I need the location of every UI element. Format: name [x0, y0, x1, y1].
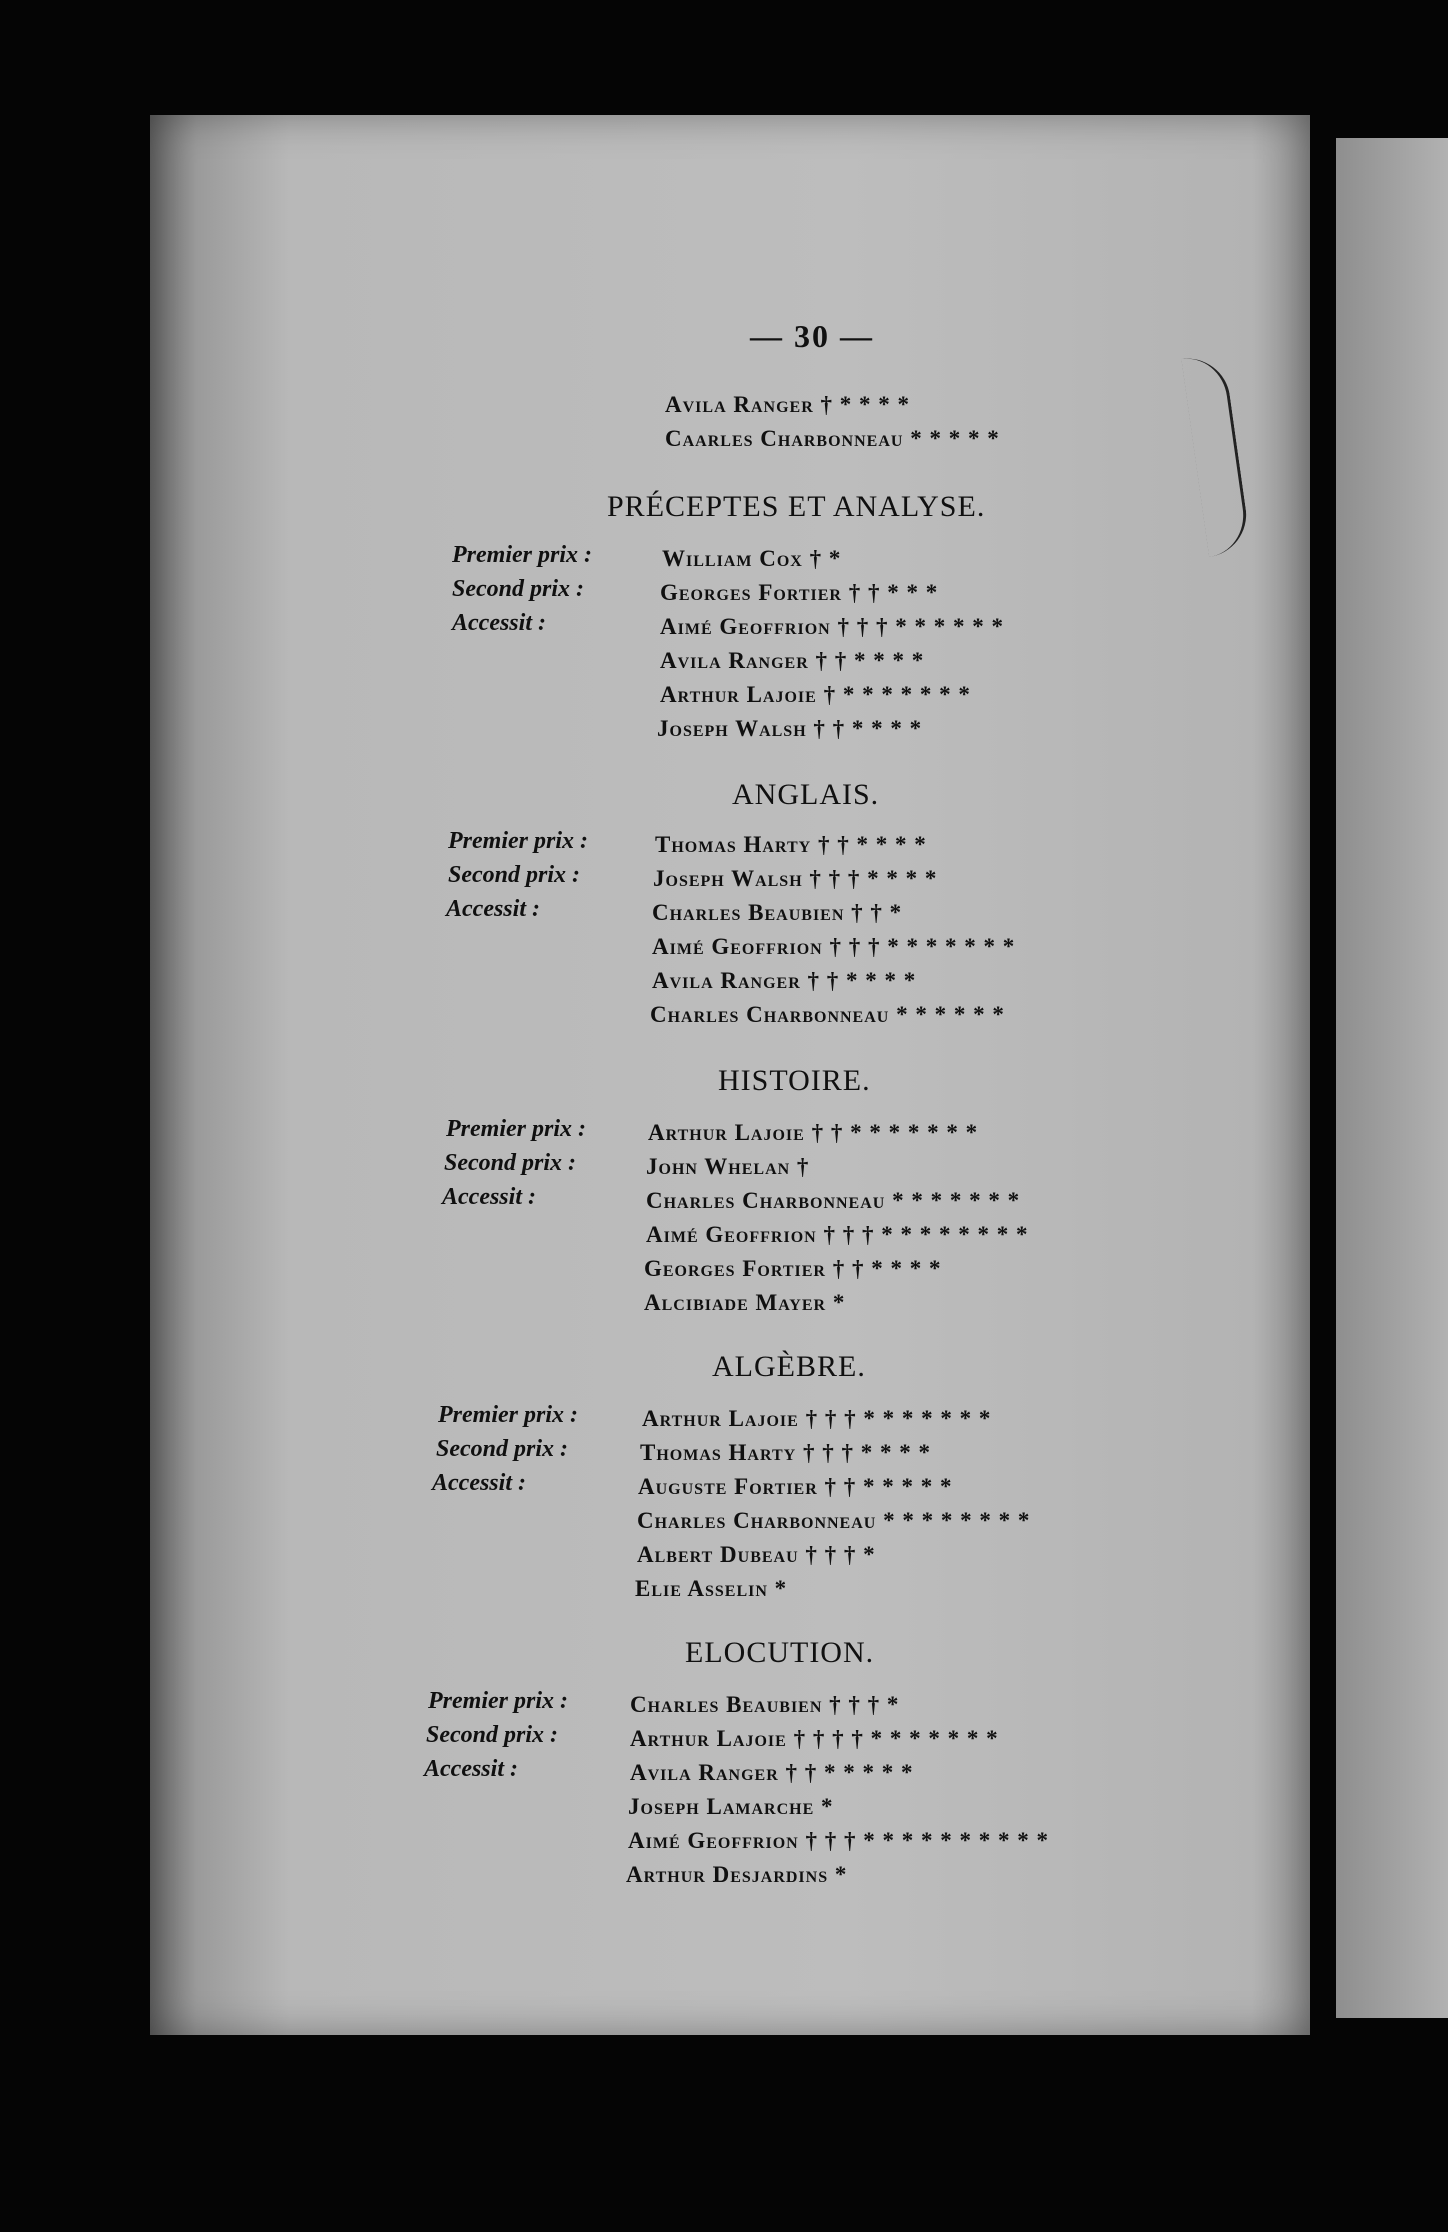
prize-entry: Alcibiade Mayer *	[644, 1290, 846, 1315]
prize-entry: Aimé Geoffrion † † † * * * * * * * * * *	[628, 1828, 1049, 1853]
prize-entry: Aimé Geoffrion † † † * * * * * *	[660, 614, 1004, 639]
prize-entry: Charles Charbonneau * * * * * *	[650, 1002, 1005, 1027]
section-heading: ALGÈBRE.	[712, 1350, 866, 1383]
prize-label: Accessit :	[432, 1470, 526, 1496]
prize-label: Premier prix :	[452, 542, 592, 568]
prize-entry: John Whelan †	[646, 1154, 810, 1179]
prize-label: Accessit :	[424, 1756, 518, 1782]
prize-entry: William Cox † *	[662, 546, 842, 571]
prize-entry: Charles Beaubien † † † *	[630, 1692, 900, 1717]
prize-label: Premier prix :	[428, 1688, 568, 1714]
prize-label: Second prix :	[436, 1436, 568, 1462]
prize-entry: Avila Ranger † † * * * *	[660, 648, 925, 673]
section-heading: ELOCUTION.	[685, 1636, 875, 1669]
section-heading: PRÉCEPTES ET ANALYSE.	[607, 490, 986, 523]
section-heading: HISTOIRE.	[718, 1064, 871, 1097]
prize-label: Second prix :	[452, 576, 584, 602]
prize-entry: Elie Asselin *	[635, 1576, 788, 1601]
prize-label: Accessit :	[442, 1184, 536, 1210]
prize-entry: Arthur Lajoie † † † * * * * * * *	[642, 1406, 992, 1431]
prize-entry: Thomas Harty † † * * * *	[655, 832, 927, 857]
prize-entry: Auguste Fortier † † * * * * *	[638, 1474, 953, 1499]
prize-entry: Joseph Walsh † † † * * * *	[653, 866, 938, 891]
section-heading: ANGLAIS.	[732, 778, 880, 811]
prize-label: Premier prix :	[446, 1116, 586, 1142]
prize-label: Second prix :	[444, 1150, 576, 1176]
prize-entry: Georges Fortier † † * * *	[660, 580, 939, 605]
prize-entry: Charles Charbonneau * * * * * * * *	[637, 1508, 1031, 1533]
prize-entry: Charles Beaubien † † *	[652, 900, 903, 925]
prize-entry: Charles Charbonneau * * * * * * *	[646, 1188, 1021, 1213]
intro-entry: Avila Ranger † * * * *	[665, 392, 911, 417]
prize-entry: Joseph Walsh † † * * * *	[657, 716, 923, 741]
prize-entry: Arthur Lajoie † * * * * * * *	[660, 682, 971, 707]
prize-entry: Joseph Lamarche *	[628, 1794, 834, 1819]
prize-label: Accessit :	[446, 896, 540, 922]
page-gutter	[1310, 115, 1336, 2035]
page-number: — 30 —	[750, 318, 874, 354]
facing-page-edge	[1336, 138, 1448, 2018]
prize-label: Accessit :	[452, 610, 546, 636]
intro-entry: Caarles Charbonneau * * * * *	[665, 426, 1000, 451]
prize-label: Second prix :	[426, 1722, 558, 1748]
prize-label: Premier prix :	[448, 828, 588, 854]
prize-entry: Avila Ranger † † * * * *	[652, 968, 917, 993]
prize-entry: Arthur Lajoie † † * * * * * * *	[648, 1120, 979, 1145]
prize-entry: Avila Ranger † † * * * * *	[630, 1760, 914, 1785]
prize-entry: Albert Dubeau † † † *	[637, 1542, 876, 1567]
prize-entry: Arthur Desjardins *	[626, 1862, 848, 1887]
prize-entry: Georges Fortier † † * * * *	[644, 1256, 942, 1281]
prize-label: Second prix :	[448, 862, 580, 888]
prize-entry: Aimé Geoffrion † † † * * * * * * *	[652, 934, 1016, 959]
prize-entry: Thomas Harty † † † * * * *	[640, 1440, 931, 1465]
prize-entry: Arthur Lajoie † † † † * * * * * * *	[630, 1726, 999, 1751]
prize-label: Premier prix :	[438, 1402, 578, 1428]
prize-entry: Aimé Geoffrion † † † * * * * * * * *	[646, 1222, 1029, 1247]
